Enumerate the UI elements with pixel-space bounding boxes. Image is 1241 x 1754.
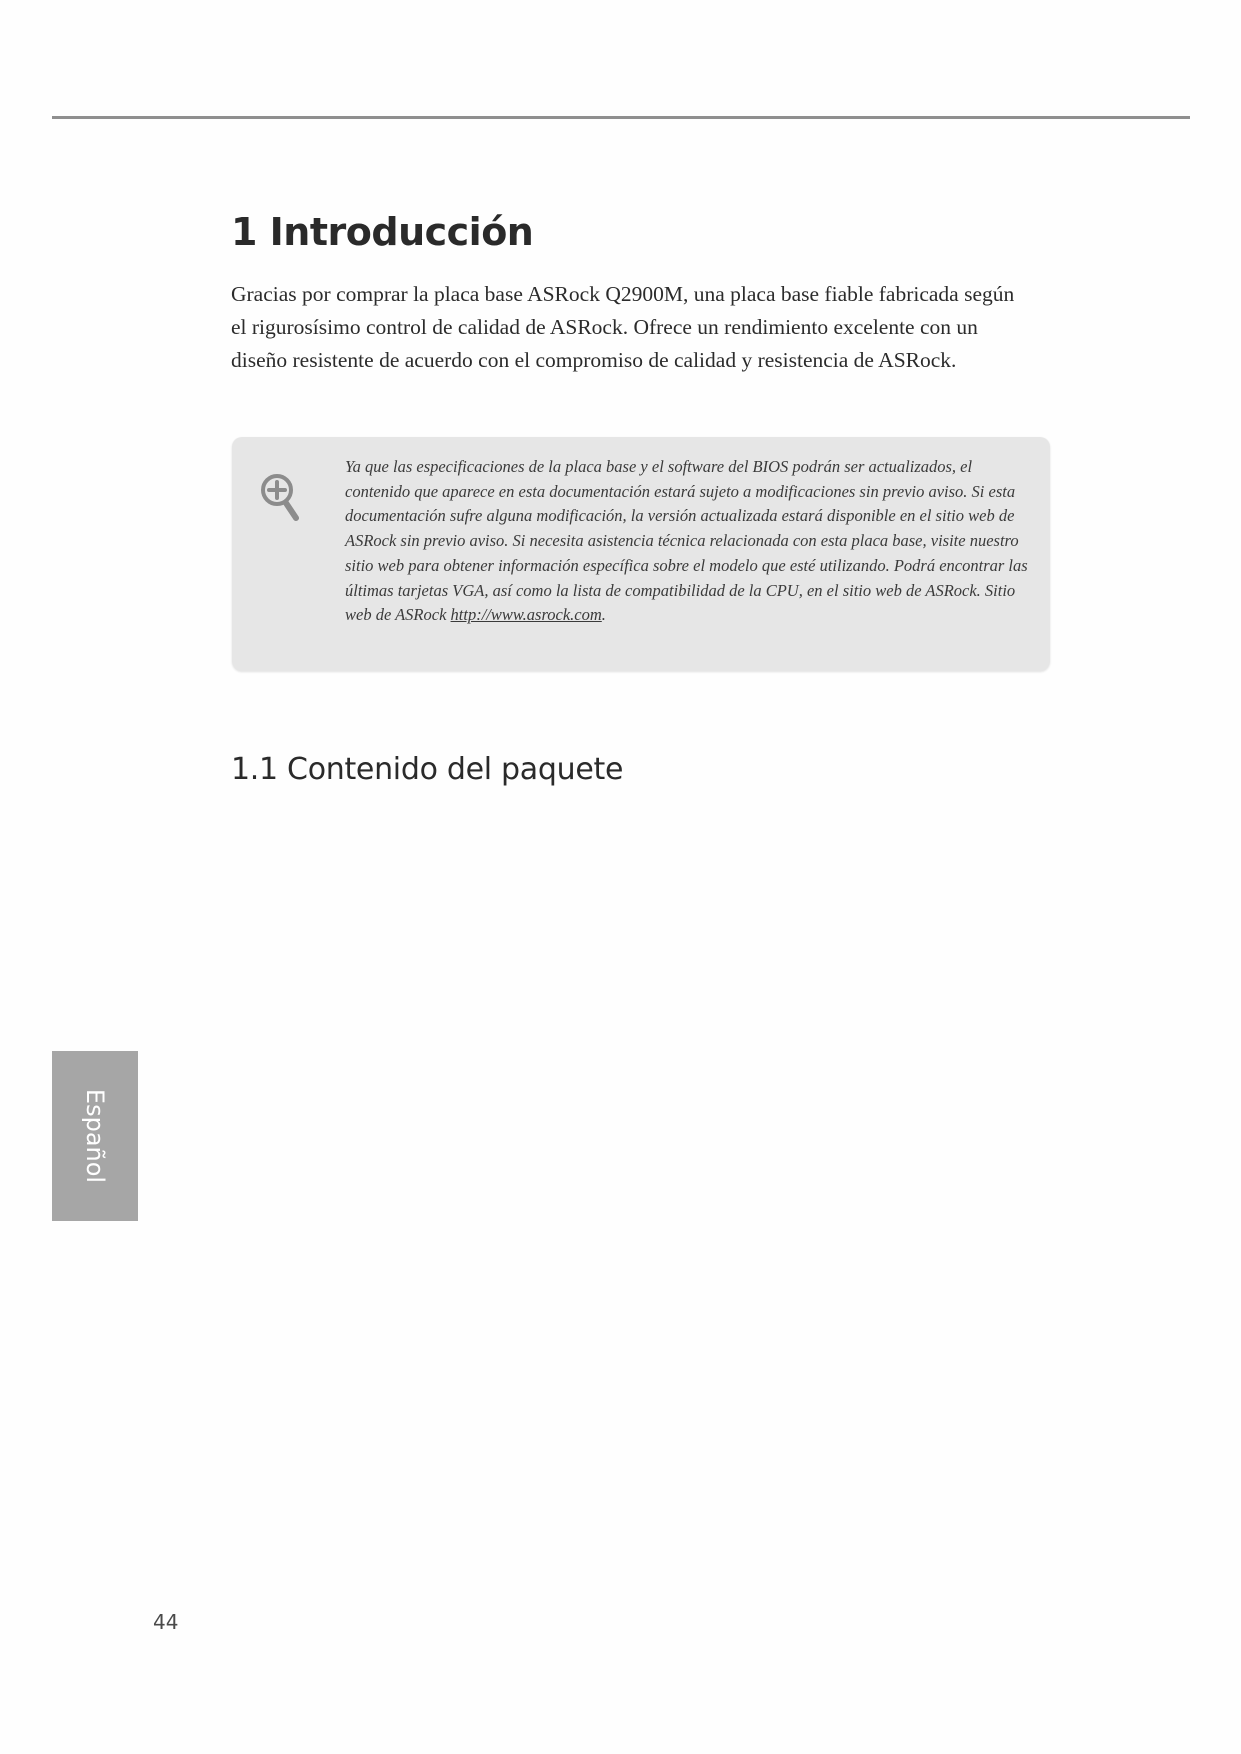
chapter-title: 1 Introducción — [231, 210, 534, 254]
page-number: 44 — [153, 1610, 179, 1634]
note-end: . — [601, 605, 606, 625]
note-body: Ya que las especificaciones de la placa base y el software del BIOS podrán ser actualizados, el contenido que aparece en esta documentación estará sujeto a modificaciones sin previo aviso. Si esta documentación sufre alguna modificación, la versión actualizada estará disponible en el sitio web de ASRock sin previo aviso. Si necesita asistencia técnica relacionada con esta placa base, visite nuestro sitio web para obtener información específica sobre el modelo que esté utilizando. Podrá encontrar las últimas tarjetas VGA, así como la lista de compatibilidad de la CPU, en el sitio web de ASRock. Sitio web de ASRock — [345, 457, 1028, 625]
header-rule — [52, 116, 1190, 119]
note-text — [345, 455, 1035, 628]
section-title: 1.1 Contenido del paquete — [231, 752, 624, 787]
asrock-website-link[interactable]: http://www.asrock.com — [450, 605, 602, 625]
language-tab-label: Español — [81, 1088, 109, 1184]
note-box — [232, 437, 1050, 671]
magnifier-plus-icon — [258, 471, 306, 523]
language-tab — [52, 1051, 138, 1221]
intro-paragraph: Gracias por comprar la placa base ASRock Q2900M, una placa base fiable fabricada según el rigurosísimo control de calidad de ASRock. Ofrece un rendimiento excelente con un diseño resistente de acuerdo con el compromiso de calidad y resistencia de ASRock. — [231, 282, 1015, 372]
